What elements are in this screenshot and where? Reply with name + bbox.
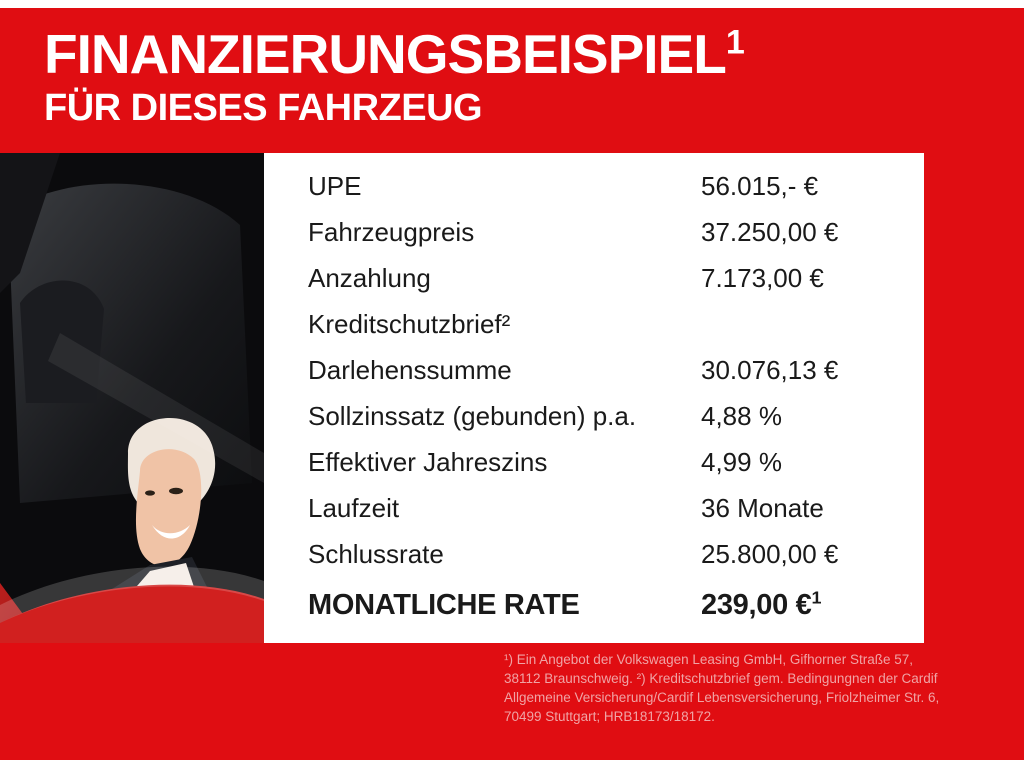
row-label: UPE — [308, 171, 362, 201]
finance-table-panel — [264, 153, 924, 643]
headline-primary — [44, 24, 984, 84]
row-label: Sollzinssatz (gebunden) p.a. — [308, 401, 637, 431]
table-row — [308, 309, 898, 355]
table-row — [308, 263, 898, 309]
row-value: 4,88 % — [701, 401, 782, 431]
legal-footnote: ¹) Ein Angebot der Volkswagen Leasing GmbH, Gifhorner Straße 57, 38112 Braunschweig. ²) Kreditschutzbrief gem. Bedingungnen der Cardif Allgemeine Versicherung/Cardif Lebensversicherung, Friolzheimer Str. 6, 70499 Stuttgart; HRB18173/18172. — [504, 652, 940, 724]
row-value: 37.250,00 € — [701, 217, 839, 247]
monthly-rate-amount: 239,00 € — [701, 589, 812, 621]
table-row — [308, 447, 898, 493]
table-row — [308, 493, 898, 539]
row-value: 4,99 % — [701, 447, 782, 477]
row-value: 56.015,- € — [701, 171, 819, 201]
monthly-rate-value — [701, 589, 821, 622]
row-label: Darlehenssumme — [308, 355, 512, 385]
headline-footnote-marker: 1 — [725, 23, 744, 62]
row-label: Kreditschutzbrief² — [308, 309, 511, 339]
headline — [44, 24, 984, 130]
monthly-rate-row — [308, 589, 898, 641]
finance-rows — [308, 171, 898, 641]
row-label: Laufzeit — [308, 493, 400, 523]
monthly-rate-label: MONATLICHE RATE — [308, 589, 580, 621]
row-value: 7.173,00 € — [701, 263, 824, 293]
row-label: Fahrzeugpreis — [308, 217, 475, 247]
table-row — [308, 171, 898, 217]
headline-primary-text: FINANZIERUNGSBEISPIEL — [44, 23, 726, 85]
row-value: 36 Monate — [701, 493, 824, 523]
table-row — [308, 217, 898, 263]
table-row — [308, 355, 898, 401]
vehicle-photo — [0, 153, 264, 643]
row-value: 30.076,13 € — [701, 355, 839, 385]
row-label: Effektiver Jahreszins — [308, 447, 548, 477]
monthly-rate-footnote-marker: 1 — [811, 587, 822, 608]
table-row — [308, 539, 898, 585]
row-value: 25.800,00 € — [701, 539, 839, 569]
photo-illustration — [0, 153, 264, 643]
headline-secondary: FÜR DIESES FAHRZEUG — [44, 87, 483, 129]
row-label: Anzahlung — [308, 263, 431, 293]
table-row — [308, 401, 898, 447]
row-label: Schlussrate — [308, 539, 444, 569]
